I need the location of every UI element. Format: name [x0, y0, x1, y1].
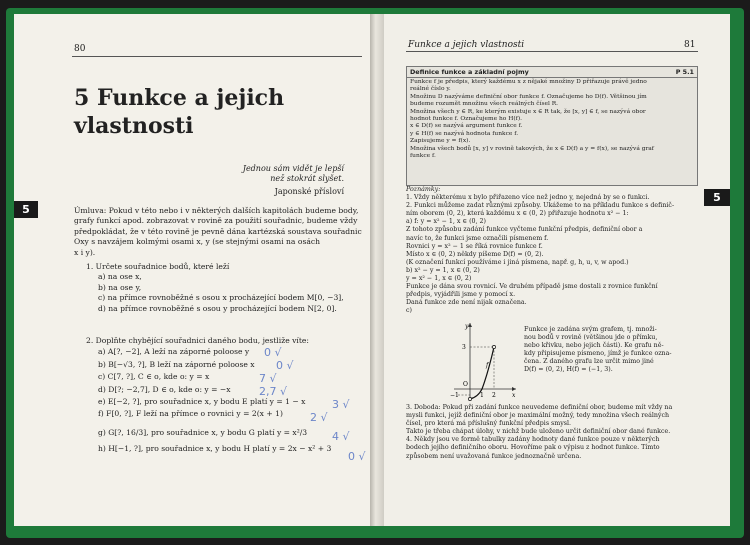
right-page	[384, 14, 730, 526]
book-spine	[370, 14, 384, 526]
text-line: Funkce f je předpis, který každému x z nějaké množiny D přiřazuje právě jedno	[410, 79, 647, 85]
chapter-tab: 5	[14, 201, 38, 218]
text-line: kdy připisujeme písmeno, jímž je funkce ozna-	[524, 350, 672, 358]
note-line: 4. Někdy jsou ve formě tabulky zadány hodnoty dané funkce pouze v některých	[406, 436, 660, 444]
text-line: grafy funkcí apod. zobrazovat v rovině za použití souřadnic, budeme vždy	[74, 216, 358, 226]
text-line: Oxy s navzájem kolmými osami x, y (se stejnými osami na osách	[74, 237, 321, 247]
note-line: způsobem není uvažovaná funkce jednoznačně určena.	[406, 452, 582, 460]
exercise-heading: 1. Určete souřadnice bodů, které leží	[86, 262, 230, 271]
tick-label: 2	[492, 392, 496, 399]
tick-label: 3	[462, 344, 466, 351]
open-endpoint	[468, 397, 471, 400]
chapter-title-line2: vlastnosti	[74, 113, 194, 139]
exercise-item: c) C[7, ?], C ∈ o, kde o: y = x	[98, 372, 210, 382]
y-axis-label: y	[465, 323, 469, 330]
handwritten-answer: 2,7 √	[259, 385, 287, 398]
exercise-item: b) B[−√3, ?], B leží na záporné poloose x	[98, 359, 255, 369]
origin-label: O	[463, 381, 468, 388]
text-line: nou bodů v rovině (většinou jde o přímku,	[524, 334, 658, 342]
note-line: y = x² − 1, x ∈ (0, 2)	[406, 275, 472, 283]
note-line: Místo x ∈ (0, 2) někdy píšeme D(f) = (0, 2).	[406, 250, 544, 258]
definition-title: Definice funkce a základní pojmy	[410, 68, 529, 76]
left-header-rule	[72, 56, 362, 57]
right-header-rule	[406, 51, 698, 52]
handwritten-answer: 3 √	[332, 398, 350, 411]
note-line: 3. Doboda: Pokud při zadání funkce neuvedeme definiční obor, budeme mít vždy na	[406, 404, 673, 411]
handwritten-answer: 0 √	[276, 359, 294, 372]
text-line: Úmluva: Pokud v této nebo i v některých dalších kapitolách budeme body,	[74, 206, 359, 215]
exercise-item: g) G[?, 16/3], pro souřadnice x, y bodu G platí y = x²/3	[98, 427, 308, 437]
convention-paragraph	[74, 206, 364, 258]
note-line: 2. Funkci můžeme zadat různými způsoby. Ukážeme to na příkladu funkce s definič-	[406, 202, 675, 210]
text-line: x i y).	[74, 247, 96, 257]
handwritten-answer: 2 √	[310, 411, 328, 424]
text-line: čena. Z daného grafu lze určit mimo jiné	[524, 358, 654, 366]
epigraph-source: Japonské přísloví	[274, 187, 344, 196]
open-endpoint	[492, 345, 495, 348]
note-line: navíc to, že funkci jsme označili písmenem f.	[406, 234, 549, 242]
epigraph-line: než stokrát slyšet.	[270, 174, 344, 183]
y-axis-arrow	[468, 323, 472, 327]
text-line: nebo křivku, nebo jejich části). Ke grafu ně-	[524, 342, 664, 350]
exercise-2	[86, 336, 366, 455]
text-line: funkce f.	[410, 153, 436, 160]
x-axis-label: x	[512, 392, 516, 399]
note-line: předpis, vyjádřili jsme y pomocí x.	[406, 291, 516, 299]
note-line: Takto je třeba chápat úlohy, v nichž bude uloženo určit definiční obor dané funkce.	[406, 428, 671, 436]
chapter-tab: 5	[704, 189, 730, 206]
exercise-item: f) F[0, ?], F leží na přímce o rovnici y = 2(x + 1)	[98, 409, 283, 419]
note-line: mysli funkci, jejíž definiční obor je maximální možný, tedy množina všech reálných	[406, 412, 670, 420]
left-page-number: 80	[74, 44, 86, 54]
exercise-item: d) na přímce rovnoběžné s osou y procházející bodem N[2, 0].	[98, 303, 337, 313]
note-line: bodech jejího definičního oboru. Hovoříme pak o výpisu z hodnot funkce. Tímto	[406, 444, 660, 452]
notes-section	[406, 186, 702, 316]
notes-continued	[406, 404, 702, 461]
note-line: (K označení funkcí používáme i jiná písmena, např. g, h, u, v, w apod.)	[406, 258, 629, 266]
exercise-item: a) A[?, −2], A leží na záporné poloose y	[98, 347, 250, 357]
note-line: čísel, pro která má příslušný funkční předpis smysl.	[406, 420, 572, 428]
tick-label: −1	[450, 392, 459, 399]
exercise-item: c) na přímce rovnoběžné s osou x procházející bodem M[0, −3],	[98, 293, 344, 303]
definition-box-header	[407, 67, 697, 78]
tick-label: 1	[480, 392, 484, 399]
exercise-item: b) na ose y,	[98, 282, 142, 292]
note-line: Daná funkce zde není nijak označena.	[406, 299, 527, 307]
epigraph	[164, 164, 344, 197]
note-line: Funkce je dána svou rovnicí. Ve druhém případě jsme dostali z rovnice funkční	[406, 283, 658, 291]
text-line: hodnot funkce f. Označujeme ho H(f).	[410, 116, 522, 123]
exercise-heading: 2. Doplňte chybějící souřadnici daného bodu, jestliže víte:	[86, 336, 309, 345]
definition-content	[407, 78, 697, 161]
text-line: y ∈ H(f) se nazývá hodnota funkce f.	[410, 130, 519, 137]
text-line: budeme rozumět množinu všech reálných čísel R.	[410, 101, 559, 108]
text-line: x ∈ D(f) se nazývá argument funkce f.	[410, 123, 523, 130]
handwritten-answer: 4 √	[332, 430, 350, 443]
text-line: Množinu D nazýváme definiční obor funkce f. Označujeme ho D(f). Většinou jím	[410, 93, 647, 100]
chapter-title-line1: 5 Funkce a jejich	[74, 85, 285, 111]
function-graph	[446, 319, 518, 401]
handwritten-answer: 7 √	[259, 372, 277, 385]
notes-title: Poznámky:	[406, 186, 441, 193]
note-line: ním oborem (0, 2), která každému x ∈ (0, 2) přiřazuje hodnotu x² − 1:	[406, 210, 629, 218]
epigraph-line: Jednou sám vidět je lepší	[242, 164, 344, 173]
x-axis-arrow	[512, 387, 516, 391]
handwritten-answer: 0 √	[264, 346, 282, 359]
text-line: Množina všech bodů [x, y] v rovině takových, že x ∈ D(f) a y = f(x), se nazývá graf	[410, 145, 654, 152]
note-line: Z tohoto způsobu zadání funkce vyčteme funkční předpis, definiční obor a	[406, 226, 643, 234]
definition-ref: P 5.1	[675, 68, 694, 76]
note-line: 1. Vždy některému x bylo přiřazeno více než jedno y, nejedná by se o funkci.	[406, 194, 650, 202]
text-line: reálné číslo y.	[410, 86, 451, 93]
text-line: předpokládat, že v této rovině je pevně dána kartézská soustava souřadnic	[74, 226, 362, 236]
note-line: c)	[406, 307, 412, 315]
note-line: a) f: y = x² − 1, x ∈ (0, 2)	[406, 218, 487, 226]
curve-label: f	[486, 362, 489, 369]
exercise-item: e) E[−2, ?], pro souřadnice x, y bodu E platí y = 1 − x	[98, 397, 306, 407]
text-line: Množina všech y ∈ R, ke kterým existuje x ∈ R tak, že [x, y] ∈ f, se nazývá obor	[410, 108, 646, 115]
text-line: Zapisujeme y = f(x).	[410, 138, 471, 145]
exercise-1	[86, 262, 366, 314]
graph-description	[524, 326, 704, 375]
text-line: D(f) = (0, 2), H(f) = (−1, 3).	[524, 366, 613, 374]
handwritten-answer: 0 √	[348, 450, 366, 463]
definition-box	[406, 66, 698, 186]
right-page-number: 81	[684, 40, 696, 50]
exercise-item: a) na ose x,	[98, 272, 142, 282]
exercise-item: h) H[−1, ?], pro souřadnice x, y bodu H platí y = 2x − x² + 3	[98, 444, 332, 454]
running-header: Funkce a jejich vlastnosti	[408, 40, 525, 50]
note-line: b) x² − y = 1, x ∈ (0, 2)	[406, 266, 480, 274]
text-line: Funkce je zadána svým grafem, tj. množi-	[524, 326, 657, 333]
left-page	[14, 14, 370, 526]
note-line: Rovnici y = x² − 1 se říká rovnice funkce f.	[406, 242, 543, 250]
exercise-item: d) D[?; −2,7], D ∈ o, kde o: y = −x	[98, 384, 231, 394]
